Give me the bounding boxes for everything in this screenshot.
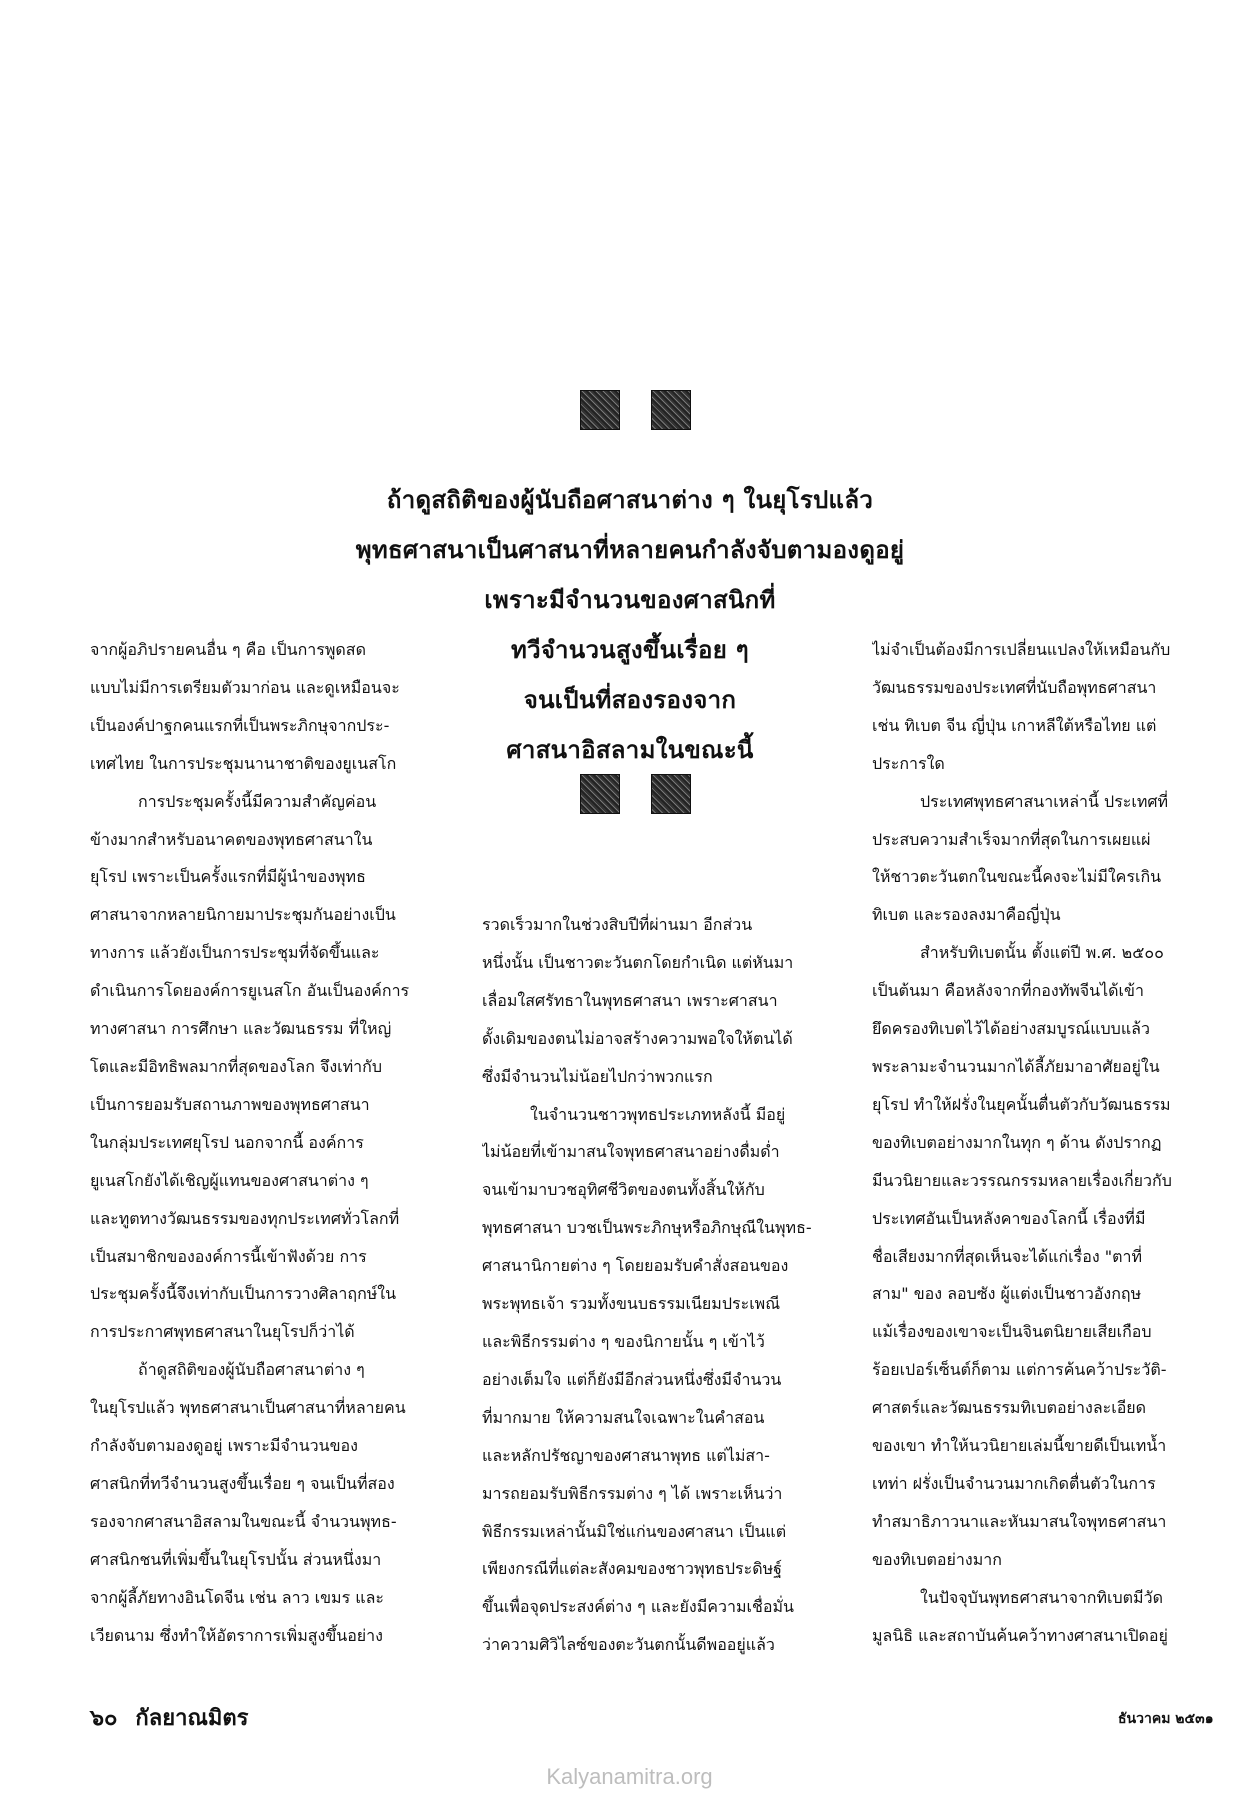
text-line: การประกาศพุทธศาสนาในยุโรปก็ว่าได้ (90, 1322, 355, 1342)
text-line: จากผู้อภิปรายคนอื่น ๆ คือ เป็นการพูดสด (90, 640, 366, 659)
text-line: ทำสมาธิภาวนาและหันมาสนใจพุทธศาสนา (872, 1511, 1167, 1531)
text-line: เวียดนาม ซึ่งทำให้อัตราการเพิ่มสูงขึ้นอย่าง (90, 1625, 383, 1645)
text-line: ประชุมครั้งนี้จึงเท่ากับเป็นการวางศิลาฤกษ์ใน (90, 1284, 397, 1304)
text-line: เป็นการยอมรับสถานภาพของพุทธศาสนา (90, 1094, 370, 1114)
text-line: กำลังจับตามองดูอยู่ เพราะมีจำนวนของ (90, 1436, 358, 1456)
pull-quote-line: พุทธศาสนาเป็นศาสนาที่หลายคนกำลังจับตามองดูอยู่ (355, 536, 905, 564)
text-column-left (90, 631, 442, 1654)
text-line: พิธีกรรมเหล่านั้นมิใช่แก่นของศาสนา เป็นแต่ (482, 1521, 787, 1541)
text-line: วัฒนธรรมของประเทศที่นับถือพุทธศาสนา (872, 677, 1157, 697)
pull-quote-line: ศาสนาอิสลามในขณะนี้ (506, 736, 754, 764)
text-line: เพียงกรณีที่แต่ละสังคมของชาวพุทธประดิษฐ์ (482, 1559, 782, 1579)
text-column-middle (482, 906, 834, 1664)
text-line: จนเข้ามาบวชอุทิศชีวิตของตนทั้งสิ้นให้กับ (482, 1180, 765, 1200)
ornament-square-top-right (651, 390, 691, 430)
text-line: ซึ่งมีจำนวนไม่น้อยไปกว่าพวกแรก (482, 1066, 713, 1086)
page-number: ๖๐ (90, 1706, 118, 1731)
text-line: เลื่อมใสศรัทธาในพุทธศาสนา เพราะศาสนา (482, 990, 778, 1010)
ornament-square-bottom-right (651, 774, 691, 814)
text-line: แบบไม่มีการเตรียมตัวมาก่อน และดูเหมือนจะ (90, 677, 400, 697)
text-line: หนึ่งนั้น เป็นชาวตะวันตกโดยกำเนิด แต่หันมา (482, 952, 794, 972)
text-line: เป็นองค์ปาฐกคนแรกที่เป็นพระภิกษุจากประ- (90, 715, 390, 735)
text-line: และหลักปรัชญาของศาสนาพุทธ แต่ไม่สา- (482, 1445, 770, 1465)
text-line: เช่น ทิเบต จีน ญี่ปุ่น เกาหลีใต้หรือไทย แต่ (872, 715, 1157, 735)
text-line: ไม่น้อยที่เข้ามาสนใจพุทธศาสนาอย่างดื่มด่ำ (482, 1142, 780, 1162)
text-line: และพิธีกรรมต่าง ๆ ของนิกายนั้น ๆ เข้าไว้ (482, 1331, 765, 1351)
text-line: ถ้าดูสถิติของผู้นับถือศาสนาต่าง ๆ (138, 1360, 365, 1380)
text-line: ของทิเบตอย่างมากในทุก ๆ ด้าน ดังปรากฏ (872, 1132, 1162, 1152)
text-line: ศาสนิกที่ทวีจำนวนสูงขึ้นเรื่อย ๆ จนเป็นที่สอง (90, 1473, 395, 1493)
issue-date: ธันวาคม ๒๕๓๑ (1118, 1711, 1214, 1727)
text-line: ทิเบต และรองลงมาคือญี่ปุ่น (872, 905, 1061, 925)
text-line: ประเทศอันเป็นหลังคาของโลกนี้ เรื่องที่มี (872, 1208, 1146, 1228)
text-line: ดำเนินการโดยองค์การยูเนสโก อันเป็นองค์การ (90, 981, 410, 1001)
text-line: ข้างมากสำหรับอนาคตของพุทธศาสนาใน (90, 829, 373, 849)
text-line: ยุโรป ทำให้ฝรั่งในยุคนั้นตื่นตัวกับวัฒนธรรม (872, 1094, 1171, 1114)
text-line: ร้อยเปอร์เซ็นต์ก็ตาม แต่การค้นคว้าประวัติ- (872, 1360, 1167, 1380)
text-line: ดั้งเดิมของตนไม่อาจสร้างความพอใจให้ตนได้ (482, 1028, 793, 1048)
footer-left (90, 1700, 266, 1735)
text-line: เป็นสมาชิกขององค์การนี้เข้าฟังด้วย การ (90, 1246, 367, 1266)
text-line: ของเขา ทำให้นวนิยายเล่มนี้ขายดีเป็นเทน้ำ (872, 1436, 1167, 1456)
text-line: รองจากศาสนาอิสลามในขณะนี้ จำนวนพุทธ- (90, 1511, 397, 1531)
text-line: ของทิเบตอย่างมาก (872, 1549, 1002, 1569)
ornament-square-bottom-left (580, 774, 620, 814)
text-line: ไม่จำเป็นต้องมีการเปลี่ยนแปลงให้เหมือนกับ (872, 640, 1171, 659)
text-line: พระลามะจำนวนมากได้ลี้ภัยมาอาศัยอยู่ใน (872, 1056, 1160, 1076)
pull-quote-line: ทวีจำนวนสูงขึ้นเรื่อย ๆ (511, 636, 749, 664)
text-line: ประสบความสำเร็จมากที่สุดในการเผยแผ่ (872, 829, 1151, 849)
text-line: ในปัจจุบันพุทธศาสนาจากทิเบตมีวัด (920, 1587, 1163, 1607)
text-line: อย่างเต็มใจ แต่ก็ยังมีอีกส่วนหนึ่งซึ่งมีจำนวน (482, 1369, 782, 1389)
text-line: มีนวนิยายและวรรณกรรมหลายเรื่องเกี่ยวกับ (872, 1170, 1172, 1190)
text-line: ทางการ แล้วยังเป็นการประชุมที่จัดขึ้นและ (90, 943, 380, 963)
text-line: ยึดครองทิเบตไว้ได้อย่างสมบูรณ์แบบแล้ว (872, 1019, 1150, 1039)
text-line: มูลนิธิ และสถาบันค้นคว้าทางศาสนาเปิดอยู่ (872, 1625, 1168, 1645)
text-line: เทศไทย ในการประชุมนานาชาติของยูเนสโก (90, 753, 397, 773)
text-line: ศาสนาจากหลายนิกายมาประชุมกันอย่างเป็น (90, 905, 396, 925)
text-line: ที่มากมาย ให้ความสนใจเฉพาะในคำสอน (482, 1407, 765, 1427)
text-line: ชื่อเสียงมากที่สุดเห็นจะได้แก่เรื่อง "ตาที่ (872, 1246, 1143, 1266)
text-line: ว่าความศิวิไลซ์ของตะวันตกนั้นดีพออยู่แล้ว (482, 1635, 775, 1655)
text-line: เป็นต้นมา คือหลังจากที่กองทัพจีนได้เข้า (872, 981, 1144, 1001)
pull-quote-line: ถ้าดูสถิติของผู้นับถือศาสนาต่าง ๆ ในยุโรปแล้ว (386, 486, 874, 514)
text-line: การประชุมครั้งนี้มีความสำคัญค่อน (138, 791, 377, 811)
text-line: แม้เรื่องของเขาจะเป็นจินตนิยายเสียเกือบ (872, 1322, 1152, 1342)
text-line: พระพุทธเจ้า รวมทั้งขนบธรรมเนียมประเพณี (482, 1294, 781, 1314)
pull-quote-line: จนเป็นที่สองรองจาก (523, 686, 737, 714)
text-line: เทท่า ฝรั่งเป็นจำนวนมากเกิดตื่นตัวในการ (872, 1473, 1156, 1493)
text-line: ศาสนานิกายต่าง ๆ โดยยอมรับคำสั่งสอนของ (482, 1256, 789, 1276)
text-line: ให้ชาวตะวันตกในขณะนี้คงจะไม่มีใครเกิน (872, 867, 1162, 887)
text-line: ทางศาสนา การศึกษา และวัฒนธรรม ที่ใหญ่ (90, 1019, 392, 1039)
text-line: ในกลุ่มประเทศยุโรป นอกจากนี้ องค์การ (90, 1132, 364, 1152)
text-line: ในจำนวนชาวพุทธประเภทหลังนี้ มีอยู่ (530, 1104, 786, 1124)
text-line: สำหรับทิเบตนั้น ตั้งแต่ปี พ.ศ. ๒๕๐๐ (920, 943, 1164, 963)
text-line: จากผู้ลี้ภัยทางอินโดจีน เช่น ลาว เขมร และ (90, 1587, 384, 1607)
text-column-right (872, 631, 1224, 1654)
text-line: ประการใด (872, 753, 945, 773)
text-line: โตและมีอิทธิพลมากที่สุดของโลก จึงเท่ากับ (90, 1056, 382, 1076)
ornament-square-top-left (580, 390, 620, 430)
text-line: ศาสนิกชนที่เพิ่มขึ้นในยุโรปนั้น ส่วนหนึ่งมา (90, 1549, 382, 1569)
text-line: มารถยอมรับพิธีกรรมต่าง ๆ ได้ เพราะเห็นว่า (482, 1483, 783, 1503)
text-line: และทูตทางวัฒนธรรมของทุกประเทศทั่วโลกที่ (90, 1208, 400, 1228)
text-line: ศาสตร์และวัฒนธรรมทิเบตอย่างละเอียด (872, 1398, 1147, 1418)
text-line: ประเทศพุทธศาสนาเหล่านี้ ประเทศที่ (920, 791, 1169, 811)
text-line: รวดเร็วมากในช่วงสิบปีที่ผ่านมา อีกส่วน (482, 915, 753, 934)
pull-quote-line: เพราะมีจำนวนของศาสนิกที่ (484, 586, 776, 614)
text-line: ยุโรป เพราะเป็นครั้งแรกที่มีผู้นำของพุทธ (90, 867, 366, 887)
watermark: Kalyanamitra.org (546, 1764, 713, 1789)
magazine-name: กัลยาณมิตร (135, 1706, 249, 1731)
text-line: ในยุโรปแล้ว พุทธศาสนาเป็นศาสนาที่หลายคน (90, 1398, 406, 1418)
text-line: พุทธศาสนา บวชเป็นพระภิกษุหรือภิกษุณีในพุทธ- (482, 1218, 812, 1238)
text-line: ขึ้นเพื่อจุดประสงค์ต่าง ๆ และยังมีความเชื่อมั่น (482, 1597, 794, 1617)
text-line: ยูเนสโกยังได้เชิญผู้แทนของศาสนาต่าง ๆ (90, 1170, 369, 1190)
text-line: สาม" ของ ลอบซัง ผู้แต่งเป็นชาวอังกฤษ (872, 1284, 1142, 1304)
